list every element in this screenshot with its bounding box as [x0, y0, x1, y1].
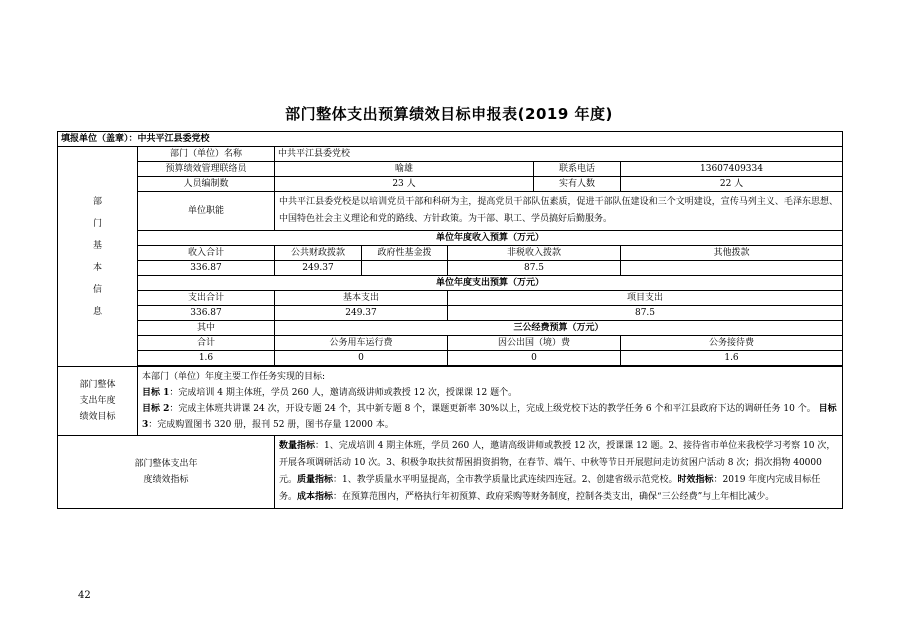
sangong-cols-row: [58, 336, 843, 351]
sangong-col: 因公出国（境）费: [448, 336, 621, 351]
header-row: [58, 132, 843, 147]
phone-label: 联系电话: [534, 162, 621, 177]
expense-val: 336.87: [138, 306, 275, 321]
expense-vals-row: [58, 306, 843, 321]
expense-col: 基本支出: [275, 291, 448, 306]
expense-col: 支出合计: [138, 291, 275, 306]
contact-value: 喻雄: [275, 162, 534, 177]
sangong-col: 合计: [138, 336, 275, 351]
unit-name-value: 中共平江县委党校: [275, 147, 843, 162]
annual-target-row: [58, 367, 843, 436]
sangong-header: 三公经费预算（万元）: [275, 321, 843, 336]
target-intro: 本部门（单位）年度主要工作任务实现的目标:: [142, 372, 326, 382]
income-col: 收入合计: [138, 246, 275, 261]
income-col: 非税收入拨款: [448, 246, 621, 261]
income-header-row: [58, 231, 843, 246]
unit-name-label: 部门（单位）名称: [138, 147, 275, 162]
income-val: 87.5: [448, 261, 621, 276]
indicators-content: 数量指标：1、完成培训 4 期主体班，学员 260 人，邀请高级讲师或教授 12 次，授课课 12 题。2、接待省市单位来我校学习考察 10 次，开展各项调研活动 10 次。3、积极争取扶贫帮困捐资捐物，在春节、端午、中秋等节日开展慰问走访贫困户活动 8 次；捐次捐物 40000 元。质量指标：1、教学质量水平明显提高，全市教学质量比武连续四连冠。2、创建省级示范党校。时效指标：2019 年度内完成目标任务。成本指标：在预算范围内，严格执行年初预算、政府采购等财务制度，控制各类支出，确保“三公经费”与上年相比减少。: [275, 436, 843, 509]
expense-header-row: [58, 276, 843, 291]
income-col: 公共财政拨款: [275, 246, 362, 261]
expense-cols-row: [58, 291, 843, 306]
sangong-vals-row: [58, 351, 843, 366]
sangong-val: 0: [448, 351, 621, 366]
expense-val: 87.5: [448, 306, 843, 321]
actual-staff-value: 22 人: [621, 177, 843, 192]
target-1: 目标 1：完成培训 4 期主体班，学员 260 人，邀请高级讲师或教授 12 次，授课课 12 题个。: [142, 388, 518, 398]
expense-col: 项目支出: [448, 291, 843, 306]
expense-header: 单位年度支出预算（万元）: [138, 276, 843, 291]
contact-row: [58, 162, 843, 177]
sangong-col: 公务用车运行费: [275, 336, 448, 351]
indicators-row: [58, 436, 843, 509]
income-val: 336.87: [138, 261, 275, 276]
income-val: 249.37: [275, 261, 362, 276]
expense-val: 249.37: [275, 306, 448, 321]
page-number: 42: [78, 590, 91, 601]
contact-label: 预算绩效管理联络员: [138, 162, 275, 177]
unit-name-row: [58, 147, 843, 162]
income-header: 单位年度收入预算（万元）: [138, 231, 843, 246]
staff-row: [58, 177, 843, 192]
annual-target-label: 部门整体 支出年度 绩效目标: [58, 367, 138, 436]
staff-value: 23 人: [275, 177, 534, 192]
sangong-header-row: [58, 321, 843, 336]
sangong-val: 1.6: [138, 351, 275, 366]
sangong-val: 1.6: [621, 351, 843, 366]
annual-target-content: [138, 367, 843, 436]
budget-form-table: [57, 131, 843, 509]
page-title: 部门整体支出预算绩效目标申报表(2019 年度): [285, 105, 613, 123]
target-2: 目标 2：完成主体班共讲课 24 次，开设专题 24 个，其中新专题 8 个，课题更新率 30%以上，完成上级党校下达的教学任务 6 个和平江县政府下达的调研任务 10 个。 目标 3：完成购置图书 320 册，报刊 52 册，图书存量 12000 本。: [142, 404, 837, 430]
income-val: [362, 261, 448, 276]
income-vals-row: [58, 261, 843, 276]
indicators-label: 部门整体支出年 度绩效指标: [58, 436, 275, 509]
actual-staff-label: 实有人数: [534, 177, 621, 192]
duty-row: [58, 192, 843, 231]
sangong-val: 0: [275, 351, 448, 366]
duty-value: 中共平江县委党校是以培训党员干部和科研为主，提高党员干部队伍素质，促进干部队伍建设和三个文明建设，宣传马列主义、毛泽东思想、中国特色社会主义理论和党的路线、方针政策。为干部、职工、学员搞好后勤服务。: [275, 192, 843, 231]
income-col: 其他拨款: [621, 246, 843, 261]
income-cols-row: [58, 246, 843, 261]
basic-info-label: 部 门 基 本 信 息: [58, 147, 138, 367]
sangong-col: 公务接待费: [621, 336, 843, 351]
sangong-qizhong: 其中: [138, 321, 275, 336]
income-col: 政府性基金拨: [362, 246, 448, 261]
reporting-unit: 填报单位（盖章）：中共平江县委党校: [58, 132, 843, 147]
phone-value: 13607409334: [621, 162, 843, 177]
duty-label: 单位职能: [138, 192, 275, 231]
income-val: [621, 261, 843, 276]
staff-label: 人员编制数: [138, 177, 275, 192]
